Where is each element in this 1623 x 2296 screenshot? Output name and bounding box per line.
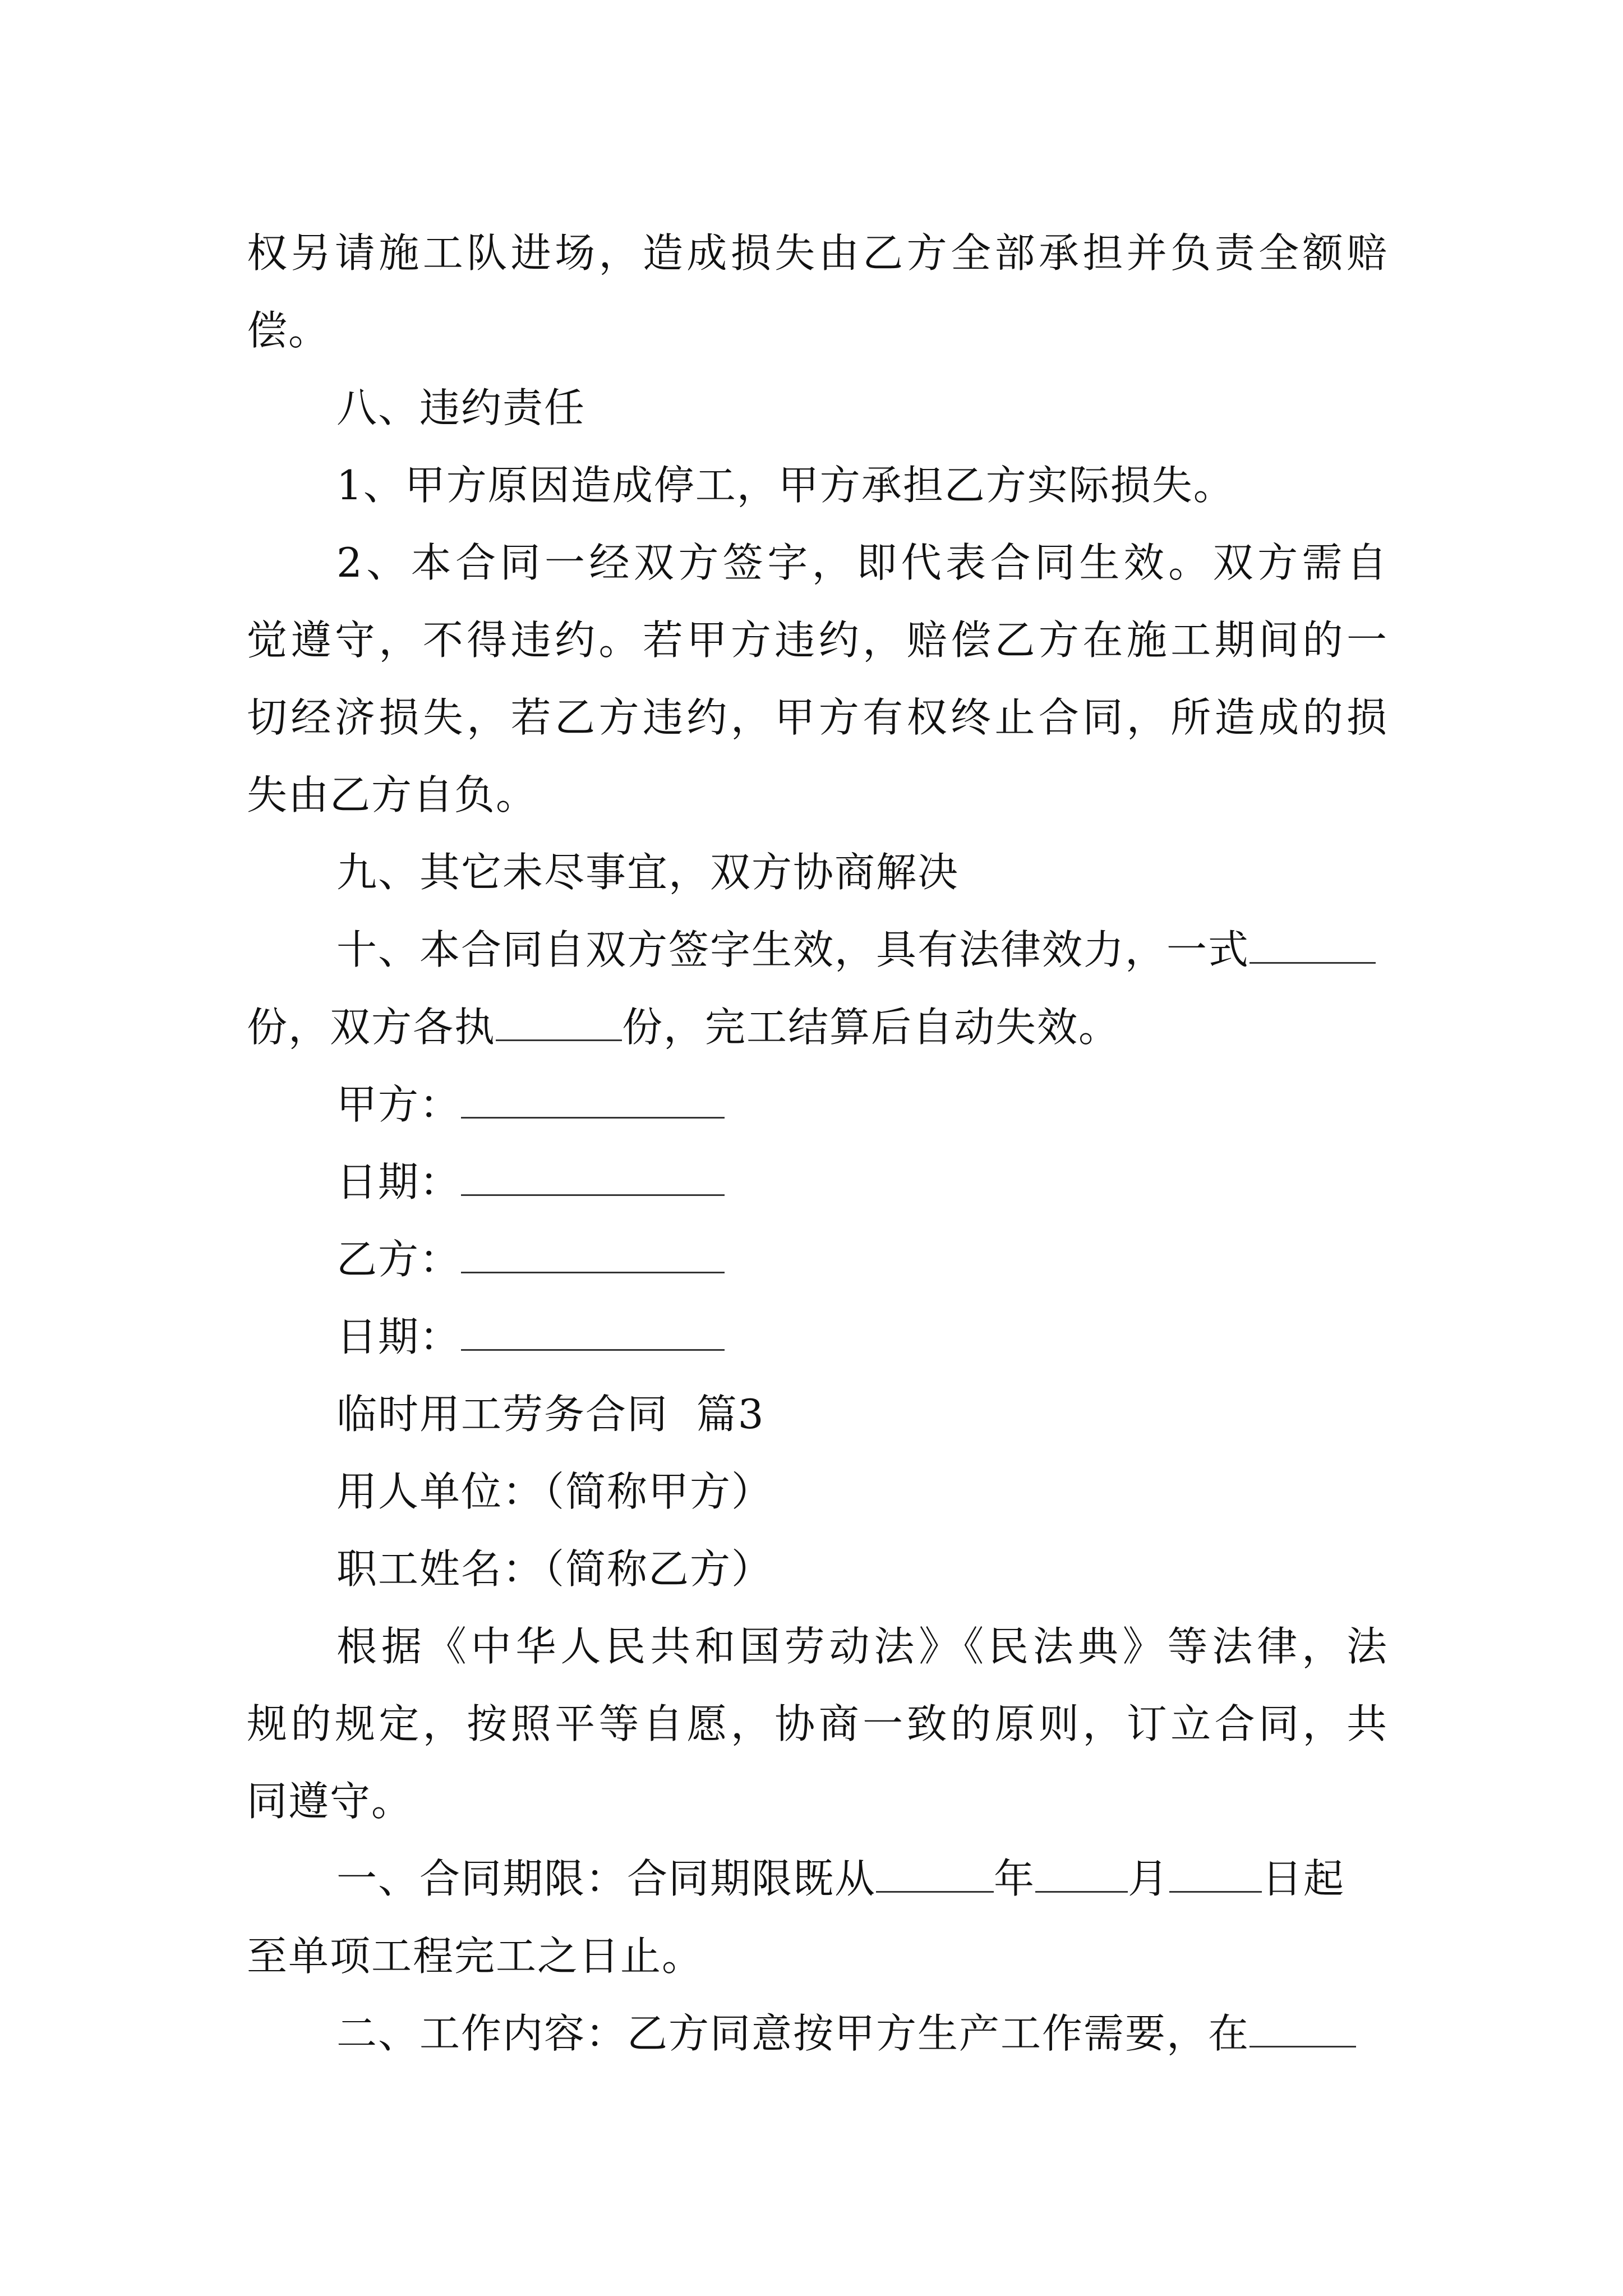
clause-text: 月	[1128, 1855, 1170, 1902]
year-blank[interactable]	[876, 1854, 994, 1893]
term-clause	[247, 1840, 1388, 1917]
paragraph-line: 偿。	[247, 307, 330, 354]
signature-party-b-blank[interactable]	[461, 1235, 725, 1273]
copies-total-blank[interactable]	[1249, 925, 1376, 964]
preamble-line: 规的规定，按照平等自愿，协商一致的原则，订立合同，共	[247, 1700, 1388, 1747]
clause-text: 年	[994, 1855, 1036, 1902]
signature-label: 甲方：	[336, 1081, 462, 1128]
signature-label: 乙方：	[336, 1236, 462, 1283]
section-heading-other: 九、其它未尽事宜，双方协商解决	[336, 849, 960, 896]
clause-item-2: 2、本合同一经双方签字，即代表合同生效。双方需自	[336, 539, 1388, 586]
contract-title: 临时用工劳务合同 篇3	[336, 1391, 765, 1438]
clause-item-1: 1、甲方原因造成停工，甲方承担乙方实际损失。	[336, 462, 1235, 509]
date-party-a-blank[interactable]	[461, 1157, 725, 1196]
preamble-line: 同遵守。	[247, 1778, 413, 1825]
signature-party-b	[247, 1221, 1388, 1298]
work-location-blank[interactable]	[1249, 2009, 1356, 2047]
date-party-b-blank[interactable]	[461, 1312, 725, 1351]
day-blank[interactable]	[1169, 1854, 1262, 1893]
date-party-b	[247, 1298, 1388, 1375]
paragraph-line: 觉遵守，不得违约。若甲方违约，赔偿乙方在施工期间的一	[247, 616, 1388, 664]
paragraph-line: 切经济损失，若乙方违约，甲方有权终止合同，所造成的损	[247, 694, 1388, 741]
copies-each-blank[interactable]	[496, 1002, 622, 1041]
clause-ten	[247, 911, 1388, 988]
month-blank[interactable]	[1035, 1854, 1128, 1893]
date-label: 日期：	[336, 1158, 462, 1205]
signature-party-a	[247, 1066, 1388, 1143]
clause-text: 份，完工结算后自动失效。	[622, 1004, 1121, 1051]
date-label: 日期：	[336, 1313, 462, 1360]
clause-text: 份，双方各执	[247, 1004, 496, 1051]
section-heading-breach: 八、违约责任	[336, 384, 586, 431]
paragraph-line: 失由乙方自负。	[247, 771, 538, 818]
employee-line: 职工姓名：（简称乙方）	[336, 1545, 773, 1593]
preamble-line: 根据《中华人民共和国劳动法》《民法典》等法律，法	[336, 1623, 1388, 1670]
document-body	[247, 214, 1388, 2072]
paragraph-line: 权另请施工队进场，造成损失由乙方全部承担并负责全额赔	[247, 229, 1388, 277]
clause-text: 日起	[1262, 1855, 1345, 1902]
clause-text: 十、本合同自双方签字生效，具有法律效力，一式	[336, 926, 1250, 973]
work-content-clause	[247, 1995, 1388, 2072]
term-clause-continued: 至单项工程完工之日止。	[247, 1932, 704, 1980]
employer-line: 用人单位：（简称甲方）	[336, 1468, 773, 1515]
date-party-a	[247, 1143, 1388, 1221]
clause-ten-continued	[247, 988, 1388, 1066]
signature-party-a-blank[interactable]	[461, 1080, 725, 1119]
clause-text: 一、合同期限：合同期限既从	[336, 1855, 877, 1902]
clause-text: 二、工作内容：乙方同意按甲方生产工作需要，在	[336, 2010, 1250, 2057]
